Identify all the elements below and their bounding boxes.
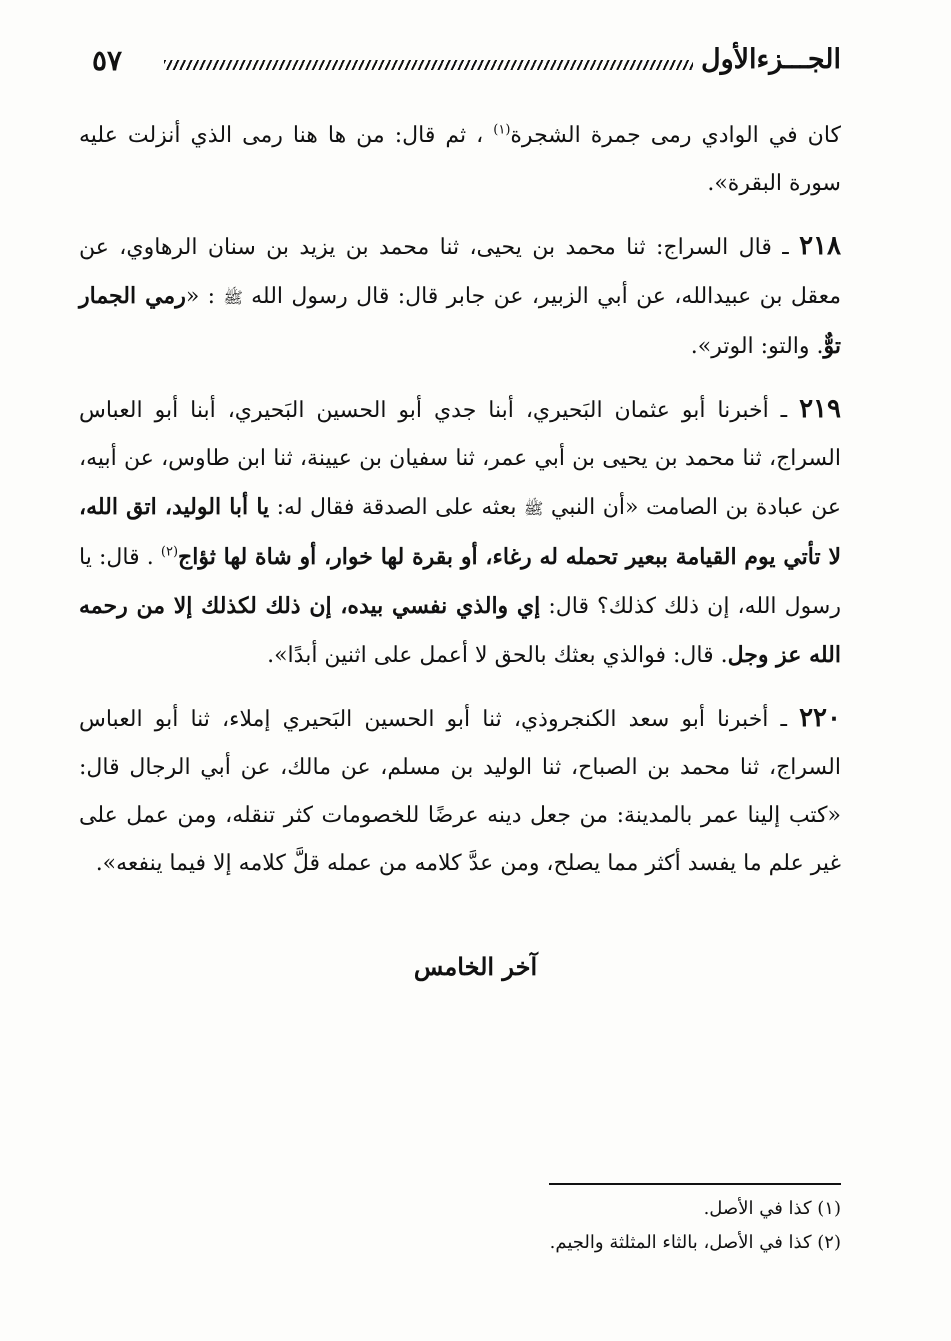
- hadith-number: ٢٢٠: [799, 703, 841, 733]
- footnote-2: (٢) كذا في الأصل، بالثاء المثلثة والجيم.: [549, 1232, 841, 1253]
- page-number: ٥٧: [92, 44, 123, 77]
- footnote-ref-1: (١): [493, 122, 511, 138]
- page-header: [72, 40, 841, 90]
- header-rule: [164, 60, 693, 70]
- hadith-220: ٢٢٠ ـ أخبرنا أبو سعد الكنجروذي، ثنا أبو الحسين البَحيري إملاء، ثنا أبو العباس السراج، ثنا محمد بن الصباح، ثنا الوليد بن مسلم، عن مالك، عن أبي الرجال قال: «كتب إلينا عمر بالمدينة: من جعل دينه عرضًا للخصومات كثر تنقله، ومن عمل على غير علم ما يفسد أكثر مما يصلح، ومن عدَّ كلامه من عمله قلَّ كلامه إلا فيما ينفعه».: [79, 703, 841, 876]
- main-text: [79, 112, 841, 902]
- hadith-number: ٢١٨: [799, 231, 841, 261]
- hadith-number: ٢١٩: [799, 394, 841, 424]
- section-closing: آخر الخامس: [413, 952, 538, 981]
- salutation-glyph: ﷺ: [223, 288, 243, 307]
- hadith-218: ٢١٨ ـ قال السراج: ثنا محمد بن يحيى، ثنا محمد بن يزيد بن سنان الرهاوي، عن معقل بن عبيدالله، عن أبي الزبير، عن جابر قال: قال رسول الله ﷺ : «رمي الجمار توٌّ. والتو: الوتر».: [79, 231, 842, 359]
- volume-title: الجـــزءالأول: [700, 44, 841, 75]
- salutation-glyph: ﷺ: [524, 499, 544, 518]
- paragraph-continuation: كان في الوادي رمى جمرة الشجرة$^{(١)}$ ، ثم قال: من ها هنا رمى الذي أنزلت عليه سورة البقرة».: [79, 122, 842, 196]
- footnotes: [81, 1192, 841, 1260]
- footnote-ref-2: (٢): [160, 544, 179, 560]
- hadith-219: ٢١٩ ـ أخبرنا أبو عثمان البَحيري، أبنا جدي أبو الحسين البَحيري، أبنا أبو العباس السراج، ثنا محمد بن يحيى بن أبي عمر، ثنا سفيان بن عيينة، ثنا ابن طاوس، عن أبيه، عن عبادة بن الصامت «أن النبي ﷺ بعثه على الصدقة فقال له: يا أبا الوليد، اتق الله، لا تأتي يوم القيامة ببعير تحمله له رغاء، أو بقرة لها خوار، أو شاة لها ثؤاج$^{(٢)}$ . قال: يا رسول الله، إن ذلك كذلك؟ قال: إي والذي نفسي بيده، إن ذلك لكذلك إلا من رحمه الله عز وجل. قال: فوالذي بعثك بالحق لا أعمل على اثنين أبدًا».: [79, 394, 841, 668]
- footnote-divider: [549, 1183, 841, 1185]
- footnote-1: (١) كذا في الأصل.: [703, 1198, 841, 1219]
